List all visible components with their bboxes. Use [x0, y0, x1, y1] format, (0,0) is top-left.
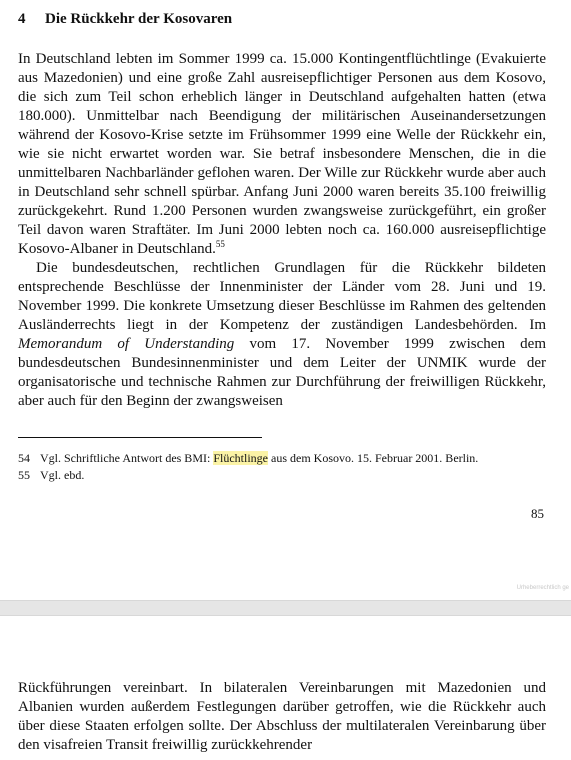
- footnote-text: Vgl. ebd.: [40, 468, 85, 482]
- paragraph-1: [18, 50, 546, 259]
- body-text: [18, 50, 546, 411]
- paragraph-1-text: In Deutschland lebten im Sommer 1999 ca. 15.000 Kontingentflüchtlinge (Evakuierte aus Mazedonien) und eine große Zahl ausreisepflichtiger Personen aus dem Kosovo, die sich zum Teil schon erheblich länger in Deutschland aufgehalten hatten (etwa 180.000). Unmittelbar nach Beendigung der militärischen Auseinandersetzungen während der Kosovo-Krise setzte im Frühsommer 1999 eine Welle der Rückkehr ein, wie sie nicht erwartet worden war. Sie betraf insbesondere Menschen, die in die unmittelbaren Nachbarländer geflohen waren. Der Wille zur Rückkehr wurde aber auch in Deutschland sehr schnell spürbar. Anfang Juni 2000 waren bereits 35.100 freiwillig zurückgekehrt. Rund 1.200 Personen wurden zwangsweise zurückgeführt, ein großer Teil davon waren Straftäter. Im Juni 2000 lebten noch ca. 160.000 ausreisepflichtige Kosovo-Albaner in Deutschland.: [18, 51, 546, 257]
- footnote-number: 54: [18, 451, 30, 465]
- footnote-number: 55: [18, 468, 30, 482]
- paragraph-2-text-end: vom 17. November 1999 zwischen dem bundesdeutschen Bundesinnenminister und dem Leiter der UNMIK wurde der organisatorische und technische Rahmen zur Durchführung der freiwilligen Rückkehr, aber auch für den Beginn der zwangsweisen: [18, 336, 546, 409]
- highlighted-term[interactable]: Flüchtlinge: [213, 451, 268, 465]
- chapter-heading: [18, 9, 232, 29]
- footnote-divider: [18, 437, 262, 438]
- footnotes: [18, 450, 546, 484]
- footnote-text-end: aus dem Kosovo. 15. Februar 2001. Berlin.: [268, 451, 479, 465]
- paragraph-2: [18, 259, 546, 411]
- footnote-reference-55: 55: [215, 239, 225, 249]
- footnote-55: [18, 467, 546, 484]
- page-separator: [0, 600, 571, 616]
- memorandum-title: Memorandum of Understanding: [18, 336, 235, 352]
- next-page-body-text: [18, 679, 546, 755]
- next-page-paragraph: Rückführungen vereinbart. In bilateralen Vereinbarungen mit Mazedonien und Albanien wurden außerdem Festlegungen darüber getroffen, wie die Rückkehr auch über diese Staaten erfolgen sollte. Der Abschluss der multilateralen Vereinbarung über den visafreien Transit freiwillig zurückkehrender: [18, 680, 546, 753]
- copyright-watermark: Urheberrechtlich ge: [516, 585, 569, 591]
- paragraph-2-text-start: Die bundesdeutschen, rechtlichen Grundlagen für die Rückkehr bildeten entsprechende Beschlüsse der Innenminister der Länder vom 28. Juni und 19. November 1999. Die konkrete Umsetzung dieser Beschlüsse im Rahmen des geltenden Ausländerrechts liegt in der Kompetenz der zuständigen Landesbehörden. Im: [18, 260, 546, 333]
- footnote-text: Vgl. Schriftliche Antwort des BMI:: [40, 451, 214, 465]
- document-page-86: [0, 616, 571, 760]
- footnote-54: [18, 450, 546, 467]
- chapter-title: Die Rückkehr der Kosovaren: [45, 11, 233, 27]
- page-number: 85: [531, 506, 544, 521]
- chapter-number: 4: [18, 11, 26, 27]
